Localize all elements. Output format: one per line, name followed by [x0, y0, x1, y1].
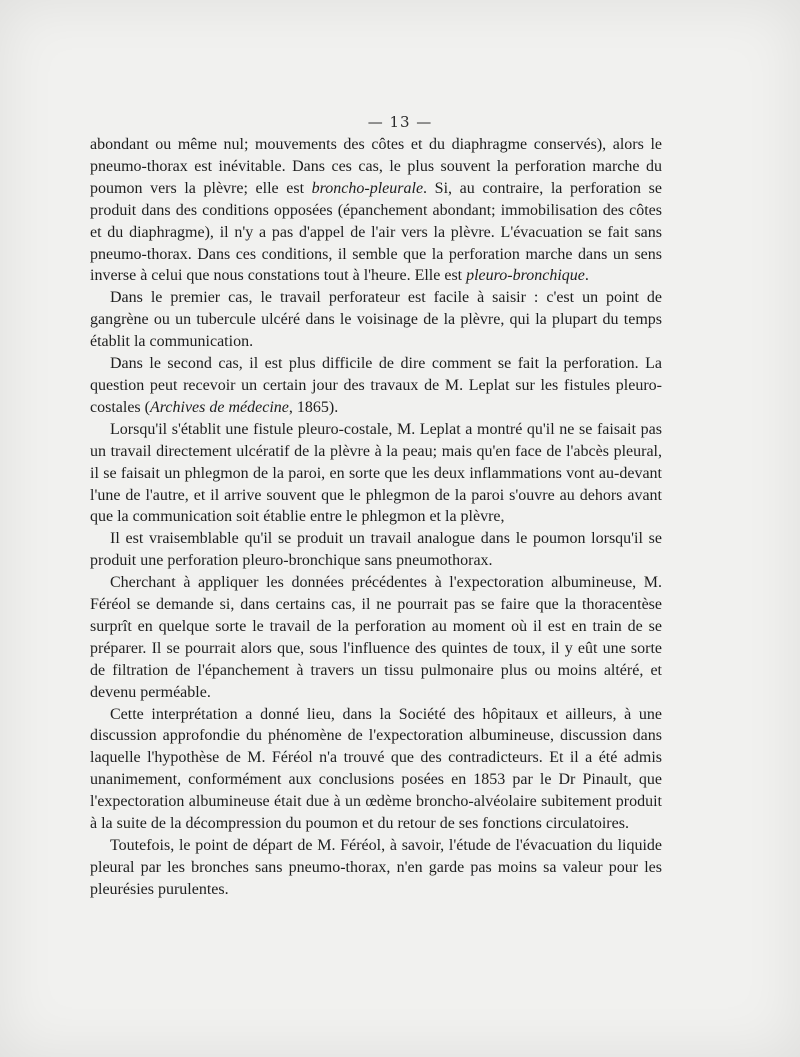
text-segment: . Si, au contraire, la perforation se produit dans des conditions opposées (épanchement abondant; immobilisation des côtes et du diaphragme), il n'y a pas d'appel de l'air vers la plèvre. L'évacuation se fait sans pneumo-thorax. Dans ces conditions, il semble que la perforation marche dans un sens inverse à celui que nous constations tout à l'heure. Elle est: [90, 179, 663, 285]
paragraph: [90, 134, 662, 287]
text-segment: Toutefois, le point de départ de M. Féréol, à savoir, l'étude de l'évacuation du liquide pleural par les bronches sans pneumo-thorax, n'en garde pas moins sa valeur pour les pleurésies purulentes.: [90, 837, 662, 898]
paragraph: [90, 528, 662, 572]
paragraph: [90, 572, 662, 703]
text-segment: Lorsqu'il s'établit une fistule pleuro-costale, M. Leplat a montré qu'il ne se faisait pas un travail directement ulcératif de la plèvre à la peau; mais qu'en face de l'abcès pleural, il se faisait un phlegmon de la paroi, en sorte que les deux inflammations vont au-devant l'une de l'autre, et il arrive souvent que le phlegmon de la paroi s'ouvre au dehors avant que la communication soit établie entre le phlegmon et la plèvre,: [90, 420, 662, 526]
paragraph: [90, 353, 662, 419]
italic-term: pleuro-bronchique: [466, 267, 585, 285]
body-text: [90, 134, 662, 901]
text-segment: .: [584, 267, 589, 285]
text-segment: Dans le premier cas, le travail perforateur est facile à saisir : c'est un point de gangrène ou un tubercule ulcéré dans le voisinage de la plèvre, qui la plupart du temps établit la communication.: [90, 289, 662, 351]
text-segment: Dans le second cas, il est plus difficile de dire comment se fait la perforation. La question peut recevoir un certain jour des travaux de M. Leplat sur les fistules pleuro-costales (: [90, 355, 662, 416]
italic-citation: Archives de médecine: [149, 398, 289, 416]
italic-term: broncho-pleurale: [311, 179, 424, 197]
text-segment: , 1865).: [288, 398, 339, 416]
text-segment: abondant ou même nul; mouvements des côtes et du diaphragme conservés), alors le pneumo-thorax est inévitable. Dans ces cas, le plus souvent la perforation marche du poumon vers la plèvre; elle est: [90, 136, 662, 197]
text-segment: Cette interprétation a donné lieu, dans la Société des hôpitaux et ailleurs, à une discussion approfondie du phénomène de l'expectoration albumineuse, discussion dans laquelle l'hypothèse de M. Féréol n'a trouvé que des contradicteurs. Et il a été admis unanimement, conformément aux conclusions posées en 1853 par le Dr Pinault, que l'expectoration albumineuse était due à un œdème broncho-alvéolaire subitement produit à la suite de la décompression du poumon et du retour de ses fonctions circulatoires.: [90, 705, 662, 833]
paragraph: [90, 704, 662, 835]
text-segment: Cherchant à appliquer les données précédentes à l'expectoration albumineuse, M. Féréol se demande si, dans certains cas, il ne pourrait pas se faire que la thoracentèse surprît en quelque sorte le travail de la perforation au moment où il est en train de se préparer. Il se pourrait alors que, sous l'influence des quintes de toux, il y eût une sorte de filtration de l'épanchement à travers un tissu pulmonaire plus ou moins altéré, et devenu perméable.: [90, 574, 662, 701]
text-segment: Il est vraisemblable qu'il se produit un travail analogue dans le poumon lorsqu'il se produit une perforation pleuro-bronchique sans pneumothorax.: [90, 530, 662, 570]
page-number: — 13 —: [367, 113, 433, 131]
paragraph: [90, 835, 662, 901]
paragraph: [90, 419, 662, 529]
paragraph: [90, 287, 662, 353]
